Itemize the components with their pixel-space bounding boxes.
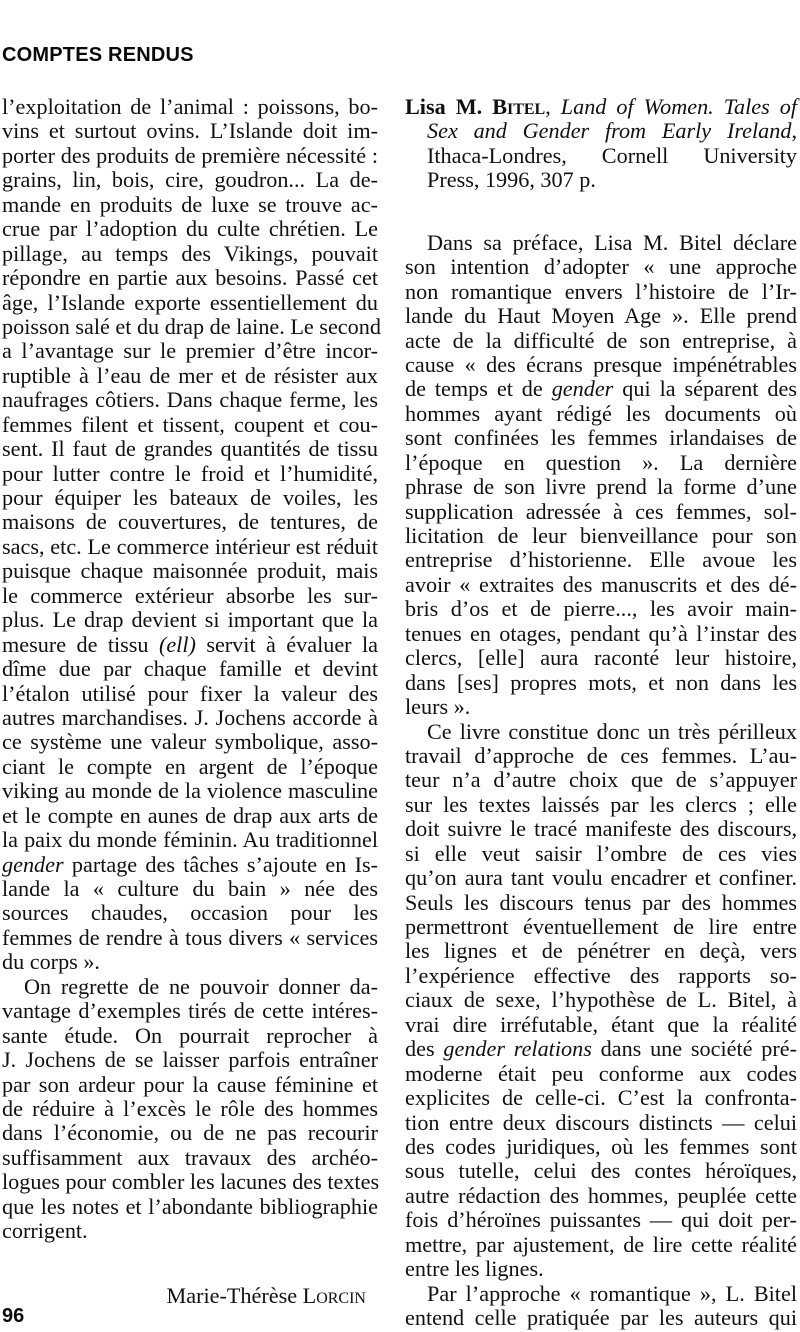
text-line: dîme due par chaque famille et devint: [2, 656, 378, 682]
text-line: l’expérience effective des rapports so-: [405, 962, 797, 988]
review-heading-line: [405, 95, 797, 119]
text-line: l’exploitation de l’animal : poissons, bo-: [2, 94, 378, 119]
text-line: si elle veut saisir l’ombre de ces vies: [405, 840, 797, 866]
left-paragraph-2: [2, 975, 378, 1244]
running-head: COMPTES RENDUS: [2, 44, 194, 66]
review-heading-line: [405, 119, 797, 143]
text-line: mande en produits de luxe se trouve ac-: [2, 191, 378, 217]
text-line: plus. Le drap devient si important que la: [2, 607, 378, 633]
text-line: cause « des écrans presque impénétrables: [405, 351, 797, 377]
text-line-with-italic: [405, 377, 797, 401]
page-number: 96: [2, 1305, 25, 1327]
text-line: puisque chaque maisonnée produit, mais: [2, 558, 378, 584]
text-line: Seuls les discours tenus par des hommes: [405, 889, 797, 915]
separator: ,: [791, 118, 797, 144]
italic-term: gender relations: [443, 1036, 592, 1062]
text-line: a l’avantage sur le premier d’être incor-: [2, 338, 378, 364]
text-line: sacs, etc. Le commerce intérieur est réduit: [2, 533, 378, 559]
text-line: la paix du monde féminin. Au traditionnel: [2, 827, 378, 853]
text-line: qu’on aura tant voulu encadrer et confiner.: [405, 865, 797, 891]
reviewed-author-last: Bitel: [492, 94, 546, 119]
right-paragraph-3: [405, 1282, 797, 1331]
publication-info: Press, 1996, 307 p.: [427, 167, 596, 193]
text-line: Ce livre constitue donc un très périlleux: [427, 718, 797, 744]
text-line: vantage d’exemples tirés de cette intéres-: [2, 998, 378, 1024]
text-line-with-italic: [2, 853, 378, 877]
text-line: sont confinées les femmes irlandaises de: [405, 425, 797, 451]
text-line: ruptible à l’eau de mer et de résister aux: [2, 362, 378, 388]
text-line: que les notes et l’abondante bibliographie: [2, 1193, 378, 1219]
right-paragraph-1: [405, 231, 797, 720]
text-line: poisson salé et du drap de laine. Le second: [2, 313, 381, 339]
text-line: J. Jochens de se laisser parfois entraîner: [2, 1047, 378, 1073]
text-line: naufrages côtiers. Dans chaque ferme, les: [2, 387, 378, 413]
text-line: crue par l’adoption du culte chrétien. Le: [2, 216, 378, 242]
italic-term: gender: [551, 376, 614, 402]
text-run: servit à évaluer la: [195, 631, 378, 657]
text-line: le commerce extérieur absorbe les sur-: [2, 582, 378, 608]
text-line: pour lutter contre le froid et l’humidité,: [2, 460, 378, 486]
text-line: sante étude. On pourrait reprocher à: [2, 1022, 378, 1048]
text-line: licitation de leur bienveillance pour son: [405, 523, 797, 548]
text-line-with-italic: [405, 1037, 797, 1061]
review-heading: [405, 95, 797, 193]
publication-info: Ithaca-Londres, Cornell University: [427, 142, 797, 168]
book-title: Land of Women. Tales of: [560, 94, 798, 119]
right-paragraph-2: [405, 720, 797, 1282]
text-line: hommes ayant rédigé les documents où: [405, 400, 797, 426]
text-line: logues pour combler les lacunes des textes: [2, 1169, 380, 1195]
reviewer-signature: [2, 1284, 378, 1308]
text-line: tenues en otages, pendant qu’à l’instar des: [405, 620, 797, 646]
text-line: femmes filent et tissent, coupent et cou-: [2, 411, 378, 437]
text-run: qui la séparent des: [613, 376, 797, 402]
left-column: [2, 94, 381, 1308]
separator: ,: [545, 94, 561, 119]
text-line: et le compte en aunes de drap aux arts de: [2, 802, 378, 828]
text-line: moderne était peu conforme aux codes: [405, 1060, 797, 1086]
text-line: femmes de rendre à tous divers « services: [2, 924, 378, 950]
text-line: leurs ».: [405, 694, 471, 720]
text-line-with-italic: [2, 633, 378, 657]
text-line: vins et surtout ovins. L’Islande doit im-: [2, 118, 378, 144]
text-line: de réduire à l’excès le rôle des hommes: [2, 1095, 378, 1121]
text-run: partage des tâches s’ajoute en Is-: [63, 851, 378, 877]
text-line: permettront éventuellement de lire entre: [405, 914, 797, 939]
text-line: par son ardeur pour la cause féminine et: [2, 1071, 378, 1097]
text-line: ce système une valeur symbolique, asso-: [2, 729, 378, 755]
text-line: autres marchandises. J. Jochens accorde à: [2, 704, 378, 730]
reviewer-last-name: Lorcin: [302, 1282, 366, 1308]
text-line: son intention d’adopter « une approche: [405, 254, 797, 280]
text-line: entre les lignes.: [405, 1256, 544, 1282]
text-line: suffisamment aux travaux des archéo-: [2, 1144, 378, 1170]
text-line: l’époque en question ». La dernière: [405, 449, 797, 475]
text-line: du corps ».: [2, 949, 100, 975]
text-line: ciant le compte en argent de l’époque: [2, 753, 378, 779]
text-line: âge, l’Islande exporte essentiellement du: [2, 289, 378, 315]
text-line: sous tutelle, celui des contes héroïques,: [405, 1158, 797, 1184]
text-line: On regrette de ne pouvoir donner da-: [24, 973, 378, 999]
text-line: répondre en partie aux besoins. Passé cet: [2, 265, 378, 291]
text-line: doit suivre le tracé manifeste des discours,: [405, 816, 797, 842]
text-line: phrase de son livre prend la forme d’une: [405, 474, 797, 500]
text-line: explicites de celle-ci. C’est la confronta-: [405, 1085, 797, 1111]
text-line: travail d’approche de ces femmes. L’au-: [405, 742, 797, 768]
text-line: dans [ses] propres mots, et non dans les: [405, 669, 797, 695]
text-line: pour équiper les bateaux de voiles, les: [2, 485, 378, 510]
text-run: des: [405, 1036, 444, 1062]
text-line: porter des produits de première nécessité :: [2, 142, 378, 168]
right-column: [405, 95, 797, 1330]
reviewed-author-first: Lisa M.: [405, 94, 493, 119]
text-line: autre rédaction des hommes, peuplée cette: [405, 1182, 797, 1208]
text-line: les lignes et de pénétrer en deçà, vers: [405, 938, 797, 964]
text-line: clercs, [elle] aura raconté leur histoire,: [405, 645, 797, 671]
text-line: ciaux de sexe, l’hypothèse de L. Bitel, à: [405, 987, 797, 1013]
text-line: Dans sa préface, Lisa M. Bitel déclare: [427, 229, 797, 255]
text-line: pillage, au temps des Vikings, pouvait: [2, 240, 378, 266]
text-line: non romantique envers l’histoire de l’Ir-: [405, 278, 797, 304]
text-line: lande la « culture du bain » née des: [2, 876, 378, 901]
text-line: des codes juridiques, où les femmes sont: [405, 1133, 797, 1159]
text-line: dans l’économie, ou de ne pas recourir: [2, 1120, 378, 1146]
text-line: corrigent.: [2, 1218, 88, 1244]
italic-term: (ell): [158, 631, 196, 657]
text-line: fois d’héroïnes puissantes — qui doit per-: [405, 1207, 797, 1233]
text-line: avoir « extraites des manuscrits et des dé-: [405, 571, 797, 597]
text-run: dans une société pré-: [591, 1036, 798, 1062]
text-line: supplication adressée à ces femmes, sol-: [405, 498, 797, 524]
text-line: sources chaudes, occasion pour les: [2, 900, 378, 926]
text-line: tion entre deux discours distincts — celui: [405, 1109, 797, 1135]
text-line: maisons de couvertures, de tentures, de: [2, 509, 378, 535]
text-line: sent. Il faut de grandes quantités de tissu: [2, 436, 378, 462]
text-run: de temps et de: [405, 376, 552, 402]
book-title: Sex and Gender from Early Ireland: [427, 118, 792, 144]
text-line: entreprise d’historienne. Elle avoue les: [405, 547, 797, 573]
text-line: grains, lin, bois, cire, goudron... La de-: [2, 167, 378, 193]
text-line: entend celle pratiquée par les auteurs qui: [405, 1305, 797, 1330]
text-line: Par l’approche « romantique », L. Bitel: [427, 1280, 797, 1306]
text-line: l’étalon utilisé pour fixer la valeur des: [2, 680, 378, 706]
spacer: [2, 1244, 378, 1284]
text-line: sur les textes laissés par les clercs ; elle: [405, 791, 797, 817]
text-line: mettre, par ajustement, de lire cette réalité: [405, 1231, 797, 1257]
text-run: mesure de tissu: [2, 631, 159, 657]
text-line: acte de la difficulté de son entreprise, à: [405, 327, 797, 353]
left-paragraph-1: [2, 94, 381, 975]
reviewer-first-name: Marie-Thérèse: [166, 1282, 303, 1308]
text-line: teur n’a d’autre choix que de s’appuyer: [405, 767, 797, 793]
text-line: vrai dire irréfutable, étant que la réalité: [405, 1011, 797, 1037]
text-line: viking au monde de la violence masculine: [2, 778, 378, 804]
text-line: bris d’os et de pierre..., les avoir main-: [405, 596, 797, 622]
italic-term: gender: [2, 851, 64, 877]
text-line: lande du Haut Moyen Age ». Elle prend: [405, 303, 797, 329]
